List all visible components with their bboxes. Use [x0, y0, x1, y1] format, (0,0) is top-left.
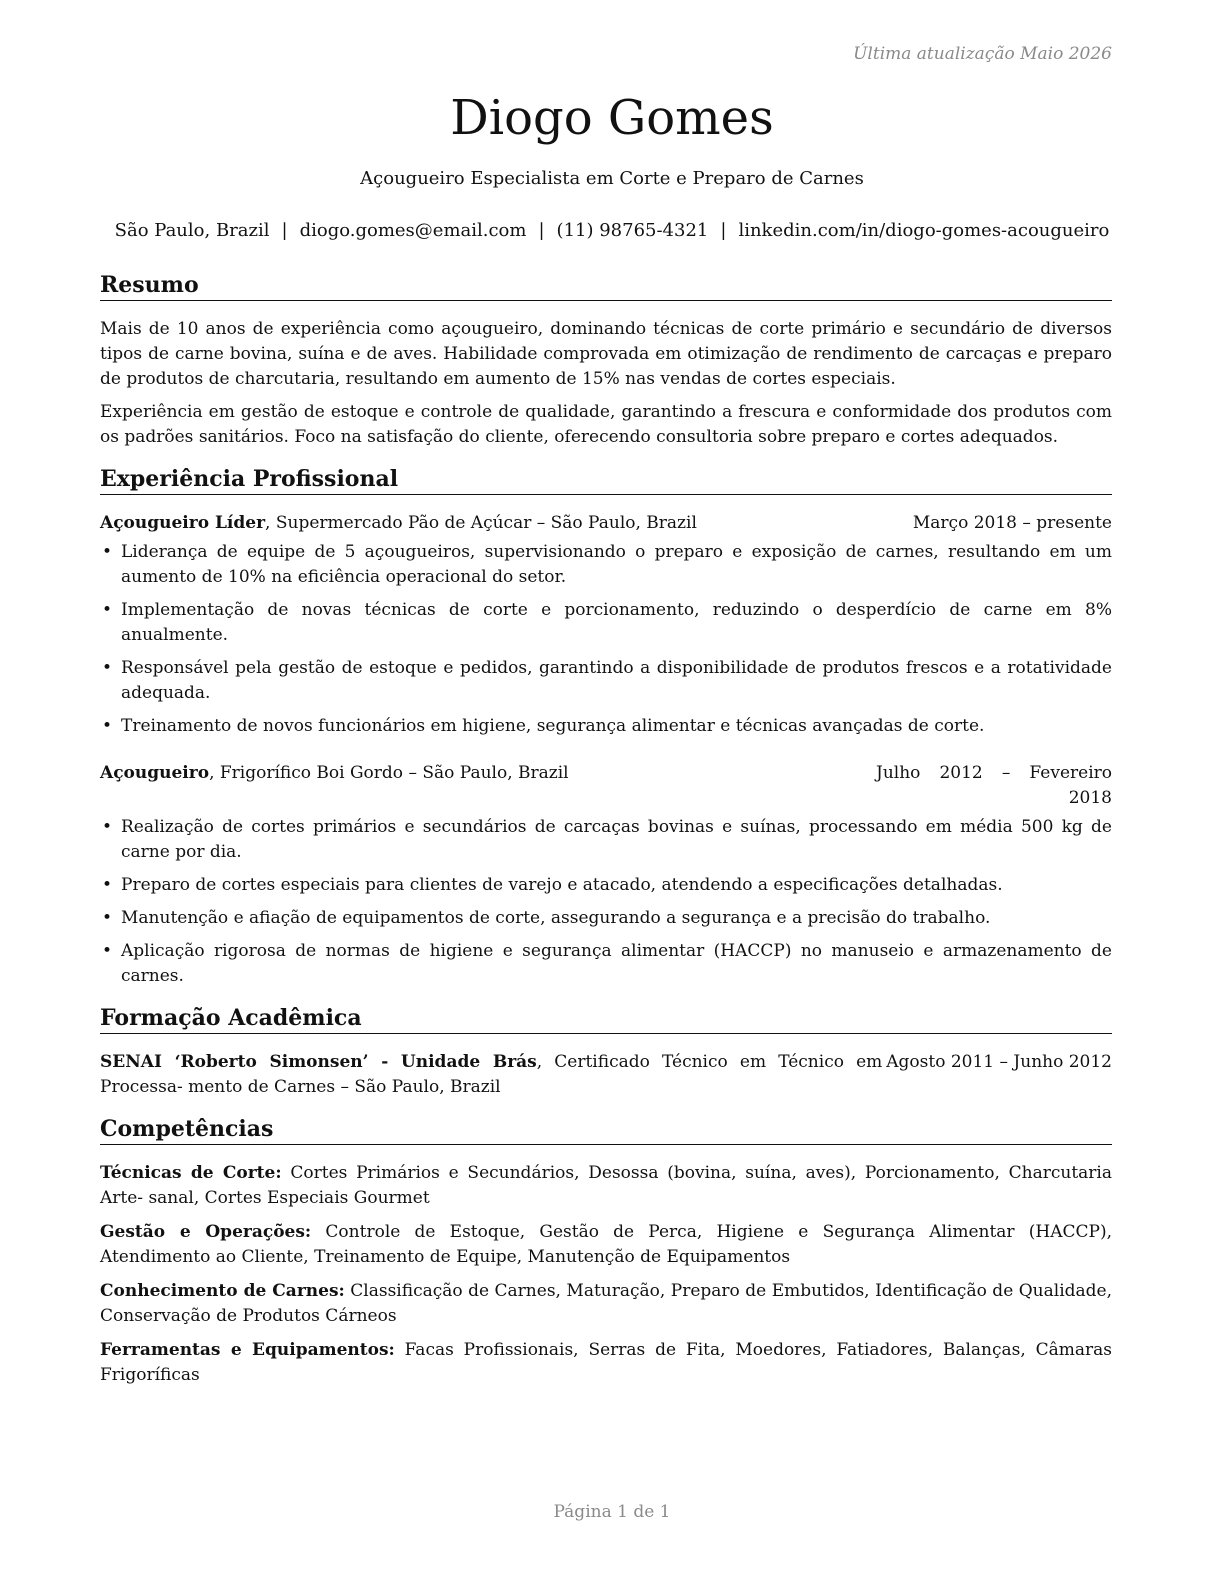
skill-group-label: Gestão e Operações: [100, 1222, 312, 1242]
contact-separator: | [538, 220, 545, 241]
summary-paragraph: Experiência em gestão de estoque e controle de qualidade, garantindo a frescura e conformidade dos produtos com os padrões sanitários. Foco na satisfação do cliente, oferecendo consultoria sobre preparo e cortes adequados. [100, 402, 1112, 447]
candidate-tagline: Açougueiro Especialista em Corte e Preparo de Carnes [360, 168, 864, 189]
job-header [100, 761, 1112, 811]
last-updated: Última atualização Maio 2026 [853, 44, 1112, 64]
job-bullet: • Treinamento de novos funcionários em higiene, segurança alimentar e técnicas avançadas de corte. [100, 714, 1112, 739]
job-bullet: • Preparo de cortes especiais para clientes de varejo e atacado, atendendo a especificações detalhadas. [100, 873, 1112, 898]
skill-group-items: Cortes Primários e Secundários, Desossa (bovina, suína, aves), Porcionamento, Charcutaria Arte- sanal, Cortes Especiais Gourmet [100, 1163, 1112, 1208]
skill-group [100, 1161, 1112, 1211]
job-bullet: • Responsável pela gestão de estoque e pedidos, garantindo a disponibilidade de produtos frescos e a rotatividade adequada. [100, 656, 1112, 706]
skill-group-label: Técnicas de Corte: [100, 1163, 282, 1183]
education-section [100, 1003, 1112, 1100]
job-bullet: • Liderança de equipe de 5 açougueiros, supervisionando o preparo e exposição de carnes, resultando em um aumento de 10% na eficiência operacional do setor. [100, 540, 1112, 590]
skill-group-items: Facas Profissionais, Serras de Fita, Moedores, Fatiadores, Balanças, Câmaras Frigoríficas [100, 1340, 1112, 1385]
section-title-experience: Experiência Profissional [100, 464, 1112, 495]
job-company: , Supermercado Pão de Açúcar – São Paulo, Brazil [265, 513, 697, 533]
skill-group-label: Ferramentas e Equipamentos: [100, 1340, 395, 1360]
skill-group [100, 1220, 1112, 1270]
job-company: , Frigorífico Boi Gordo – São Paulo, Brazil [209, 763, 569, 783]
skill-group-label: Conhecimento de Carnes: [100, 1281, 345, 1301]
job-bullets [100, 540, 1112, 739]
contact-linkedin[interactable]: linkedin.com/in/diogo-gomes-acougueiro [738, 220, 1110, 241]
education-institution: SENAI ‘Roberto Simonsen’ - Unidade Brás [100, 1052, 537, 1072]
contact-phone: (11) 98765-4321 [556, 220, 709, 241]
job-title-line [100, 511, 913, 536]
job-bullet: • Implementação de novas técnicas de corte e porcionamento, reduzindo o desperdício de carne em 8% anualmente. [100, 598, 1112, 648]
skill-group [100, 1279, 1112, 1329]
job-header [100, 511, 1112, 536]
contact-location: São Paulo, Brazil [114, 220, 270, 241]
skill-group-items: Controle de Estoque, Gestão de Perca, Higiene e Segurança Alimentar (HACCP), Atendimento ao Cliente, Treinamento de Equipe, Manutenção de Equipamentos [100, 1222, 1112, 1267]
job-bullet: • Realização de cortes primários e secundários de carcaças bovinas e suínas, processando em média 500 kg de carne por dia. [100, 815, 1112, 865]
education-degree: , Certificado Técnico em Técnico em Processa- mento de Carnes – São Paulo, Brazil [100, 1052, 883, 1097]
job-bullet: • Aplicação rigorosa de normas de higiene e segurança alimentar (HACCP) no manuseio e armazenamento de carnes. [100, 939, 1112, 989]
section-title-skills: Competências [100, 1114, 1112, 1145]
job-title-line [100, 761, 876, 811]
candidate-name: Diogo Gomes [450, 90, 774, 146]
contact-line [0, 218, 1224, 244]
contact-separator: | [720, 220, 727, 241]
summary-paragraph: Mais de 10 anos de experiência como açougueiro, dominando técnicas de corte primário e secundário de diversos tipos de carne bovina, suína e de aves. Habilidade comprovada em otimização de rendimento de carcaças e preparo de produtos de charcutaria, resultando em aumento de 15% nas vendas de cortes especiais. [100, 319, 1112, 389]
job-dates: Março 2018 – presente [912, 513, 1112, 533]
job-bullets [100, 815, 1112, 989]
skill-group [100, 1338, 1112, 1388]
job-entry [100, 761, 1112, 989]
education-dates: Agosto 2011 – Junho 2012 [886, 1052, 1112, 1072]
skill-group-items: Classificação de Carnes, Maturação, Preparo de Embutidos, Identificação de Qualidade, Conservação de Produtos Cárneos [100, 1281, 1112, 1326]
job-entry [100, 511, 1112, 739]
job-role: Açougueiro [100, 763, 210, 783]
experience-section [100, 464, 1112, 989]
education-description [100, 1050, 882, 1100]
job-dates: Julho 2012 – Fevereiro 2018 [876, 763, 1112, 808]
contact-email[interactable]: diogo.gomes@email.com [299, 220, 527, 241]
job-bullet: • Manutenção e afiação de equipamentos de corte, assegurando a segurança e a precisão do trabalho. [100, 906, 1112, 931]
contact-separator: | [281, 220, 288, 241]
section-title-summary: Resumo [100, 270, 1112, 301]
education-entry [100, 1050, 1112, 1100]
section-title-education: Formação Acadêmica [100, 1003, 1112, 1034]
resume-content [100, 270, 1112, 1402]
job-role: Açougueiro Líder [100, 513, 266, 533]
summary-section [100, 270, 1112, 450]
page-number: Página 1 de 1 [553, 1502, 671, 1522]
skills-section [100, 1114, 1112, 1388]
